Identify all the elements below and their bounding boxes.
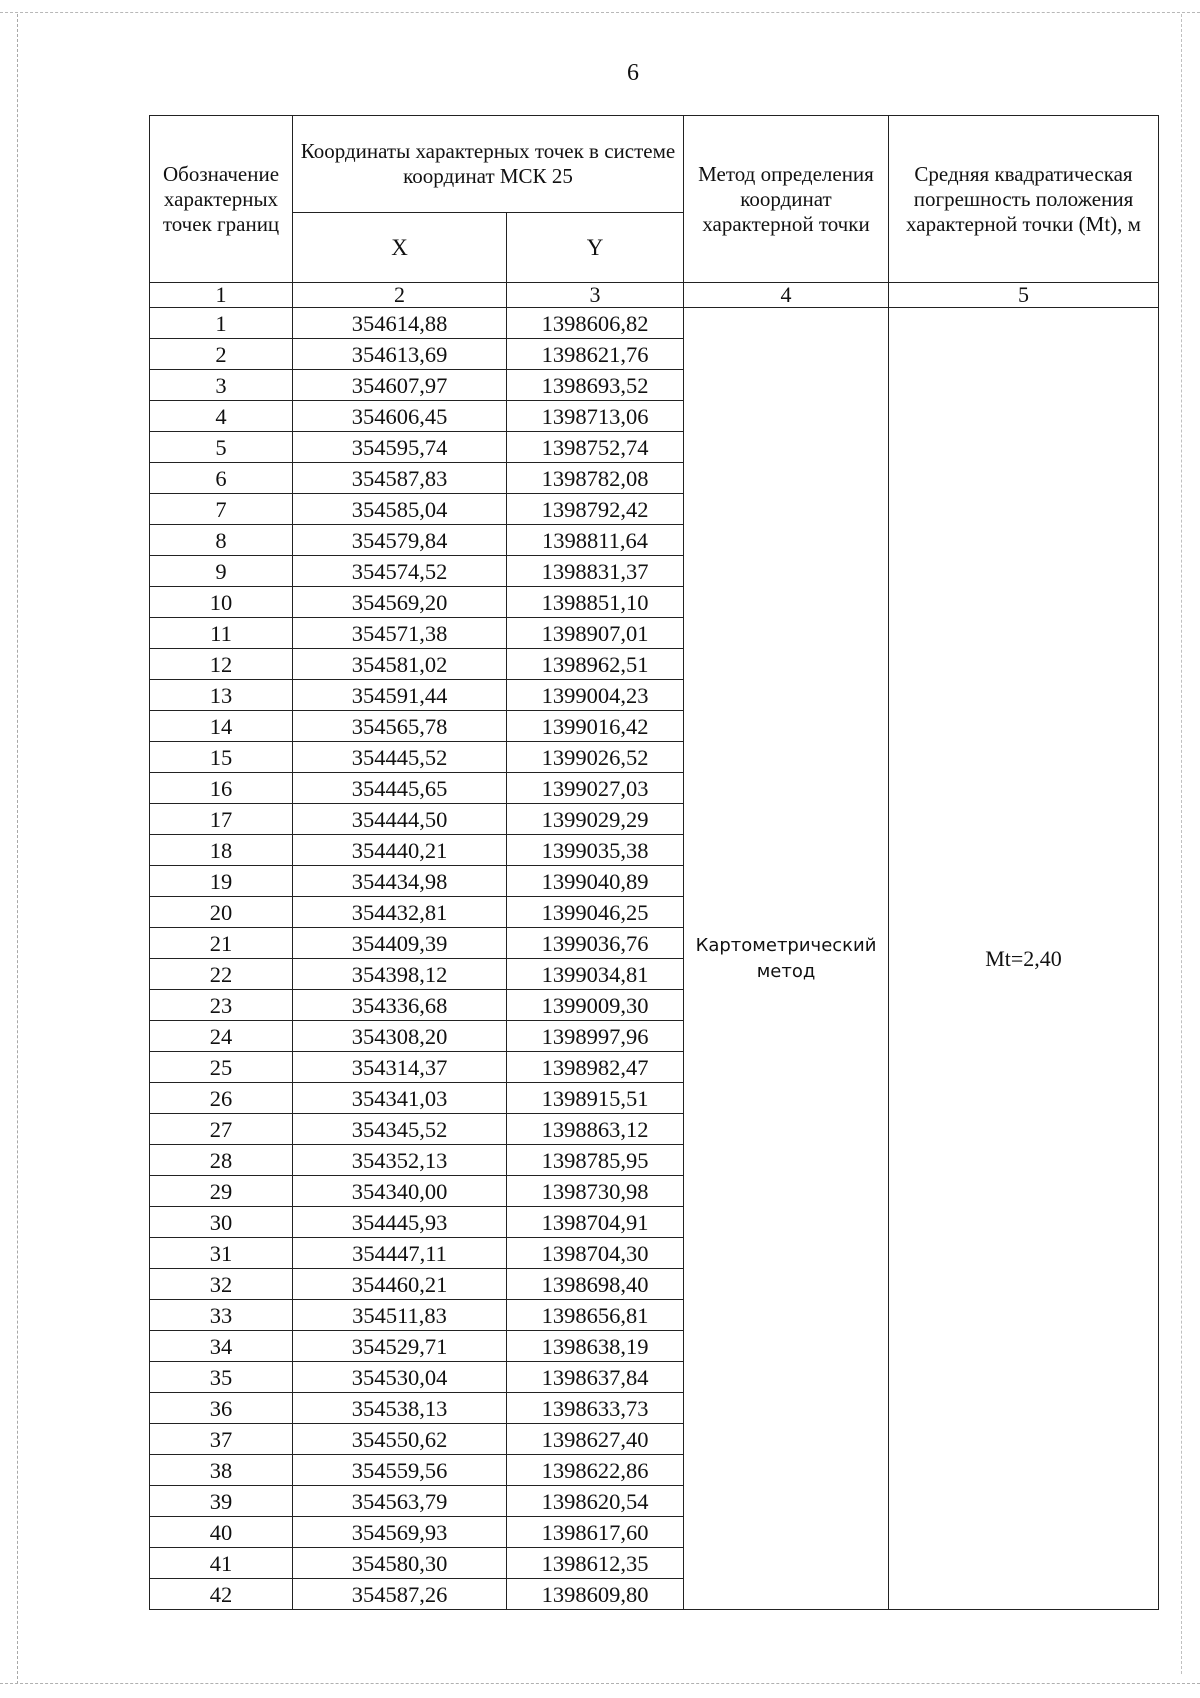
y-coordinate-cell: 1398704,91 — [507, 1207, 684, 1238]
table-header — [150, 116, 1159, 308]
x-coordinate-cell: 354409,39 — [293, 928, 507, 959]
x-coordinate-cell: 354444,50 — [293, 804, 507, 835]
x-coordinate-cell: 354445,65 — [293, 773, 507, 804]
y-coordinate-cell: 1398831,37 — [507, 556, 684, 587]
header-error: Средняя квадратическая погрешность положения характерной точки (Mt), м — [889, 116, 1159, 283]
x-coordinate-cell: 354569,20 — [293, 587, 507, 618]
point-number-cell: 6 — [150, 463, 293, 494]
x-coordinate-cell: 354440,21 — [293, 835, 507, 866]
point-number-cell: 32 — [150, 1269, 293, 1300]
y-coordinate-cell: 1398962,51 — [507, 649, 684, 680]
x-coordinate-cell: 354587,83 — [293, 463, 507, 494]
point-number-cell: 19 — [150, 866, 293, 897]
y-coordinate-cell: 1399026,52 — [507, 742, 684, 773]
y-coordinate-cell: 1398627,40 — [507, 1424, 684, 1455]
x-coordinate-cell: 354432,81 — [293, 897, 507, 928]
y-coordinate-cell: 1399016,42 — [507, 711, 684, 742]
point-number-cell: 10 — [150, 587, 293, 618]
header-y: Y — [507, 213, 684, 283]
point-number-cell: 17 — [150, 804, 293, 835]
header-coords-group: Координаты характерных точек в системе координат МСК 25 — [293, 116, 684, 213]
point-number-cell: 24 — [150, 1021, 293, 1052]
point-number-cell: 38 — [150, 1455, 293, 1486]
x-coordinate-cell: 354585,04 — [293, 494, 507, 525]
point-number-cell: 37 — [150, 1424, 293, 1455]
point-number-cell: 28 — [150, 1145, 293, 1176]
point-number-cell: 21 — [150, 928, 293, 959]
header-x: X — [293, 213, 507, 283]
y-coordinate-cell: 1399009,30 — [507, 990, 684, 1021]
table-row — [150, 308, 1159, 339]
y-coordinate-cell: 1398693,52 — [507, 370, 684, 401]
method-cell — [684, 308, 889, 1610]
column-number: 3 — [507, 283, 684, 308]
point-number-cell: 5 — [150, 432, 293, 463]
y-coordinate-cell: 1399004,23 — [507, 680, 684, 711]
column-number: 5 — [889, 283, 1159, 308]
column-number: 4 — [684, 283, 889, 308]
y-coordinate-cell: 1398997,96 — [507, 1021, 684, 1052]
y-coordinate-cell: 1398622,86 — [507, 1455, 684, 1486]
y-coordinate-cell: 1398785,95 — [507, 1145, 684, 1176]
x-coordinate-cell: 354398,12 — [293, 959, 507, 990]
point-number-cell: 31 — [150, 1238, 293, 1269]
point-number-cell: 33 — [150, 1300, 293, 1331]
x-coordinate-cell: 354581,02 — [293, 649, 507, 680]
point-number-cell: 11 — [150, 618, 293, 649]
y-coordinate-cell: 1399046,25 — [507, 897, 684, 928]
y-coordinate-cell: 1398730,98 — [507, 1176, 684, 1207]
x-coordinate-cell: 354595,74 — [293, 432, 507, 463]
y-coordinate-cell: 1398704,30 — [507, 1238, 684, 1269]
point-number-cell: 25 — [150, 1052, 293, 1083]
x-coordinate-cell: 354559,56 — [293, 1455, 507, 1486]
x-coordinate-cell: 354445,52 — [293, 742, 507, 773]
x-coordinate-cell: 354511,83 — [293, 1300, 507, 1331]
x-coordinate-cell: 354529,71 — [293, 1331, 507, 1362]
y-coordinate-cell: 1399040,89 — [507, 866, 684, 897]
point-number-cell: 30 — [150, 1207, 293, 1238]
point-number-cell: 9 — [150, 556, 293, 587]
point-number-cell: 42 — [150, 1579, 293, 1610]
point-number-cell: 14 — [150, 711, 293, 742]
y-coordinate-cell: 1398638,19 — [507, 1331, 684, 1362]
x-coordinate-cell: 354434,98 — [293, 866, 507, 897]
y-coordinate-cell: 1399027,03 — [507, 773, 684, 804]
coordinates-table — [149, 115, 1159, 1610]
point-number-cell: 13 — [150, 680, 293, 711]
scan-edge-top — [0, 12, 1200, 13]
y-coordinate-cell: 1398907,01 — [507, 618, 684, 649]
x-coordinate-cell: 354571,38 — [293, 618, 507, 649]
header-method: Метод определения координат характерной точки — [684, 116, 889, 283]
y-coordinate-cell: 1398606,82 — [507, 308, 684, 339]
y-coordinate-cell: 1399035,38 — [507, 835, 684, 866]
table-body — [150, 308, 1159, 1610]
y-coordinate-cell: 1398713,06 — [507, 401, 684, 432]
x-coordinate-cell: 354345,52 — [293, 1114, 507, 1145]
point-number-cell: 41 — [150, 1548, 293, 1579]
point-number-cell: 16 — [150, 773, 293, 804]
y-coordinate-cell: 1399036,76 — [507, 928, 684, 959]
page-number: 6 — [627, 60, 639, 86]
y-coordinate-cell: 1398851,10 — [507, 587, 684, 618]
x-coordinate-cell: 354445,93 — [293, 1207, 507, 1238]
scan-edge-left — [17, 14, 18, 1684]
x-coordinate-cell: 354614,88 — [293, 308, 507, 339]
x-coordinate-cell: 354308,20 — [293, 1021, 507, 1052]
y-coordinate-cell: 1398698,40 — [507, 1269, 684, 1300]
y-coordinate-cell: 1398633,73 — [507, 1393, 684, 1424]
x-coordinate-cell: 354352,13 — [293, 1145, 507, 1176]
x-coordinate-cell: 354530,04 — [293, 1362, 507, 1393]
point-number-cell: 3 — [150, 370, 293, 401]
y-coordinate-cell: 1398656,81 — [507, 1300, 684, 1331]
point-number-cell: 18 — [150, 835, 293, 866]
x-coordinate-cell: 354579,84 — [293, 525, 507, 556]
point-number-cell: 29 — [150, 1176, 293, 1207]
y-coordinate-cell: 1399034,81 — [507, 959, 684, 990]
x-coordinate-cell: 354565,78 — [293, 711, 507, 742]
x-coordinate-cell: 354607,97 — [293, 370, 507, 401]
point-number-cell: 7 — [150, 494, 293, 525]
x-coordinate-cell: 354613,69 — [293, 339, 507, 370]
x-coordinate-cell: 354447,11 — [293, 1238, 507, 1269]
point-number-cell: 1 — [150, 308, 293, 339]
x-coordinate-cell: 354340,00 — [293, 1176, 507, 1207]
y-coordinate-cell: 1398811,64 — [507, 525, 684, 556]
x-coordinate-cell: 354460,21 — [293, 1269, 507, 1300]
y-coordinate-cell: 1399029,29 — [507, 804, 684, 835]
point-number-cell: 39 — [150, 1486, 293, 1517]
point-number-cell: 2 — [150, 339, 293, 370]
point-number-cell: 27 — [150, 1114, 293, 1145]
x-coordinate-cell: 354563,79 — [293, 1486, 507, 1517]
x-coordinate-cell: 354341,03 — [293, 1083, 507, 1114]
x-coordinate-cell: 354569,93 — [293, 1517, 507, 1548]
y-coordinate-cell: 1398982,47 — [507, 1052, 684, 1083]
x-coordinate-cell: 354336,68 — [293, 990, 507, 1021]
point-number-cell: 8 — [150, 525, 293, 556]
y-coordinate-cell: 1398782,08 — [507, 463, 684, 494]
column-number: 1 — [150, 283, 293, 308]
column-numbers-row — [150, 283, 1159, 308]
y-coordinate-cell: 1398612,35 — [507, 1548, 684, 1579]
point-number-cell: 23 — [150, 990, 293, 1021]
x-coordinate-cell: 354550,62 — [293, 1424, 507, 1455]
y-coordinate-cell: 1398792,42 — [507, 494, 684, 525]
point-number-cell: 15 — [150, 742, 293, 773]
y-coordinate-cell: 1398915,51 — [507, 1083, 684, 1114]
x-coordinate-cell: 354574,52 — [293, 556, 507, 587]
x-coordinate-cell: 354538,13 — [293, 1393, 507, 1424]
x-coordinate-cell: 354606,45 — [293, 401, 507, 432]
x-coordinate-cell: 354314,37 — [293, 1052, 507, 1083]
mt-value-cell: Mt=2,40 — [889, 308, 1159, 1610]
x-coordinate-cell: 354580,30 — [293, 1548, 507, 1579]
column-number: 2 — [293, 283, 507, 308]
y-coordinate-cell: 1398863,12 — [507, 1114, 684, 1145]
header-designation: Обозначение характерных точек границ — [150, 116, 293, 283]
point-number-cell: 35 — [150, 1362, 293, 1393]
point-number-cell: 20 — [150, 897, 293, 928]
point-number-cell: 40 — [150, 1517, 293, 1548]
method-line-1: Картометрический — [695, 934, 877, 956]
point-number-cell: 4 — [150, 401, 293, 432]
point-number-cell: 12 — [150, 649, 293, 680]
point-number-cell: 22 — [150, 959, 293, 990]
y-coordinate-cell: 1398617,60 — [507, 1517, 684, 1548]
x-coordinate-cell: 354591,44 — [293, 680, 507, 711]
y-coordinate-cell: 1398621,76 — [507, 339, 684, 370]
x-coordinate-cell: 354587,26 — [293, 1579, 507, 1610]
y-coordinate-cell: 1398637,84 — [507, 1362, 684, 1393]
method-line-2: метод — [756, 960, 816, 982]
y-coordinate-cell: 1398620,54 — [507, 1486, 684, 1517]
point-number-cell: 36 — [150, 1393, 293, 1424]
y-coordinate-cell: 1398609,80 — [507, 1579, 684, 1610]
point-number-cell: 34 — [150, 1331, 293, 1362]
scan-edge-right — [1181, 14, 1182, 1674]
point-number-cell: 26 — [150, 1083, 293, 1114]
y-coordinate-cell: 1398752,74 — [507, 432, 684, 463]
scan-edge-bottom — [0, 1683, 1200, 1684]
